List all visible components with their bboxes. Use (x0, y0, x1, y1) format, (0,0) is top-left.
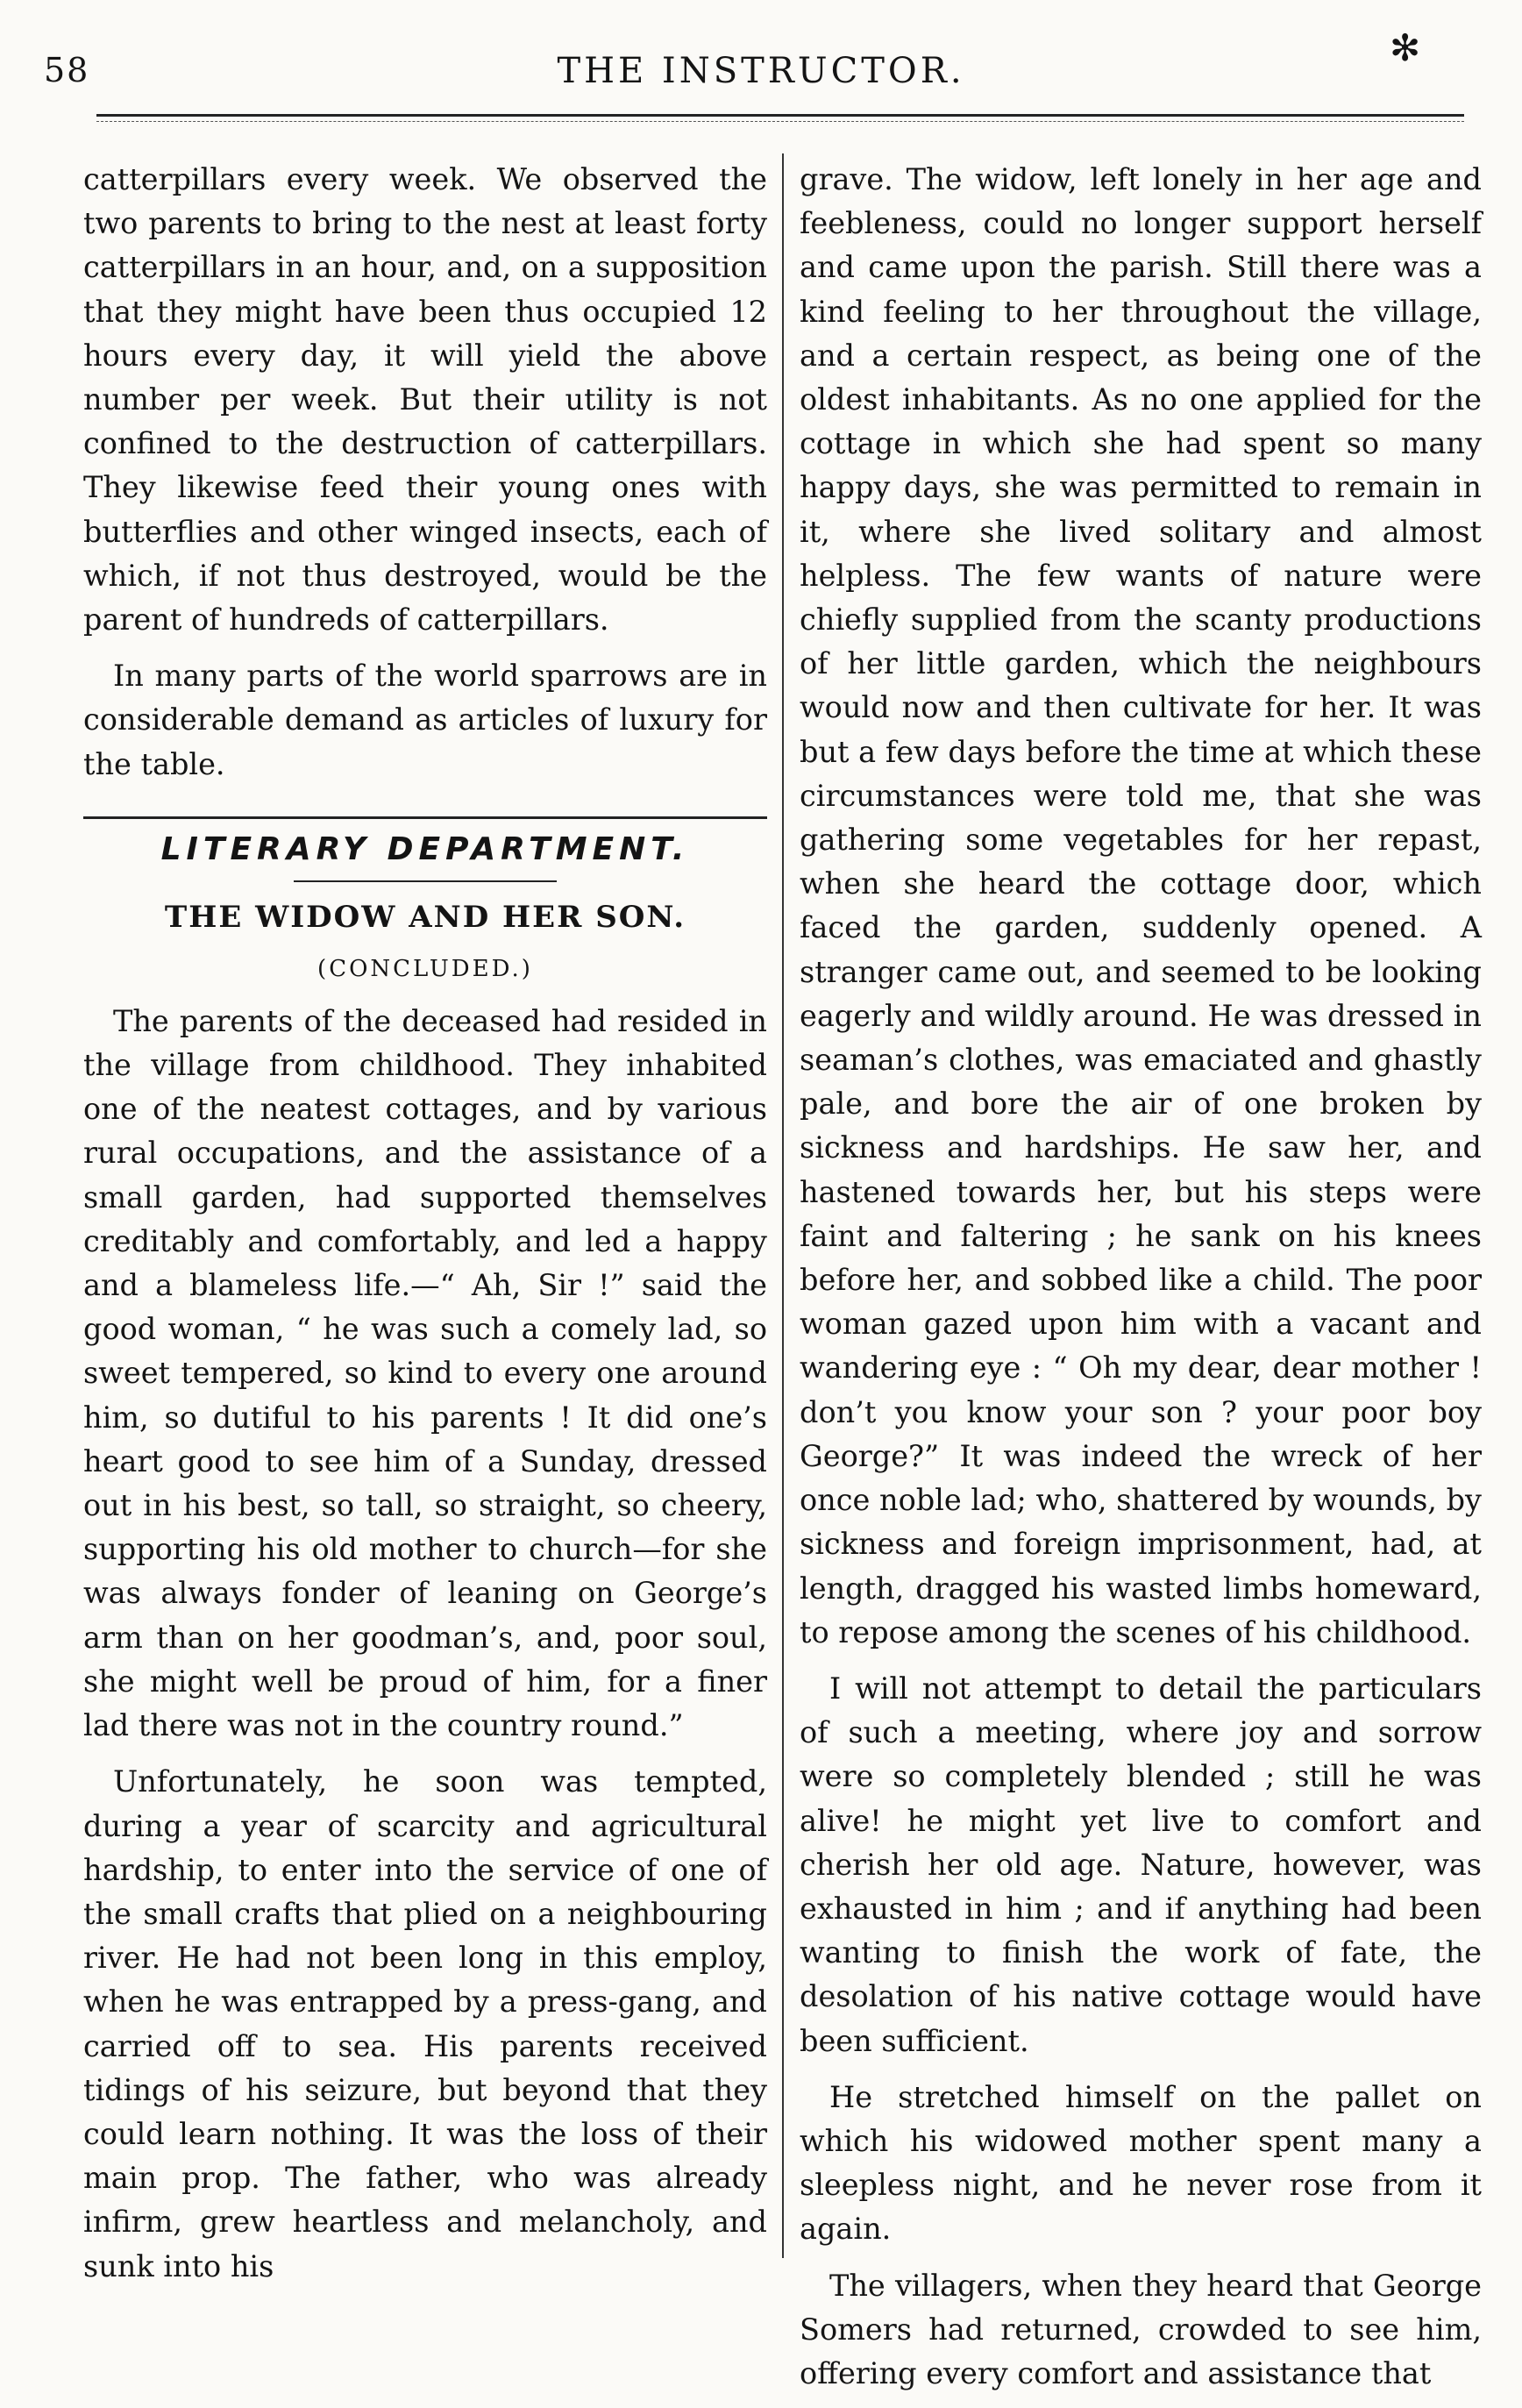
paragraph: He stretched himself on the pallet on which his widowed mother spent many a sleepless night, and he never rose from it again. (800, 2079, 1482, 2247)
story-subtitle: (CONCLUDED.) (317, 955, 533, 982)
paragraph: In many parts of the world sparrows are in considerable demand as articles of luxury for the table. (83, 659, 767, 781)
department-rule (294, 880, 557, 882)
paragraph: Unfortunately, he soon was tempted, during a year of scarcity and agricultural hardship, to enter into the service of one of the small crafts that plied on a neighbouring river. He had not been long in this employ, when he was entrapped by a press-gang, and carried off to sea. His parents received tidings of his seizure, but beyond that they could learn nothing. It was the loss of their main prop. The father, who was already infirm, grew heartless and melancholy, and sunk into his (83, 1764, 767, 2283)
header-rule-dashed (96, 121, 1464, 122)
header-rule (96, 114, 1464, 117)
running-title: THE INSTRUCTOR. (557, 51, 965, 91)
column-divider (782, 153, 784, 2258)
right-column (800, 158, 1482, 2408)
paragraph: The villagers, when they heard that George Somers had returned, crowded to see him, offering every comfort and assistance that (800, 2268, 1482, 2390)
paragraph: I will not attempt to detail the particulars of such a meeting, where joy and sorrow were so completely blended ; still he was alive! he might yet live to comfort and cherish her old age. Nature, however, was exhausted in him ; and if anything had been wanting to finish the work of fate, the desolation of his native cottage would have been sufficient. (800, 1671, 1482, 2058)
left-column (83, 158, 767, 2301)
paragraph: The parents of the deceased had resided in the village from childhood. They inhabited one of the neatest cottages, and by various rural occupations, and the assistance of a small garden, had supported themselves creditably and comfortably, and led a happy and a blameless life.—“ Ah, Sir !” said the good woman, “ he was such a comely lad, so sweet tempered, so kind to every one around him, so dutiful to his parents ! It did one’s heart good to see him of a Sunday, dressed out in his best, so tall, so straight, so cheery, supporting his old mother to church—for she was always fonder of leaning on George’s arm than on her goodman’s, and, poor soul, she might well be proud of him, for a finer lad there was not in the country round.” (83, 1003, 767, 1743)
section-rule (83, 816, 767, 819)
paragraph: catterpillars every week. We observed the two parents to bring to the nest at least forty catterpillars in an hour, and, on a supposition that they might have been thus occupied 12 hours every day, it will yield the above number per week. But their utility is not confined to the destruction of catterpillars. They likewise feed their young ones with butterflies and other winged insects, each of which, if not thus destroyed, would be the parent of hundreds of catterpillars. (83, 162, 767, 638)
department-heading: LITERARY DEPARTMENT. (160, 830, 690, 867)
ornament-mark: ✻ (1390, 26, 1421, 69)
page-number: 58 (44, 51, 90, 89)
story-title: THE WIDOW AND HER SON. (164, 899, 686, 935)
paragraph: grave. The widow, left lonely in her age and feebleness, could no longer support herself and came upon the parish. Still there was a kind feeling to her throughout the village, and a certain respect, as being one of the oldest inhabitants. As no one applied for the cottage in which she had spent so many happy days, she was permitted to remain in it, where she lived solitary and almost helpless. The few wants of nature were chiefly supplied from the scanty productions of her little garden, which the neighbours would now and then cultivate for her. It was but a few days before the time at which these circumstances were told me, that she was gathering some vegetables for her repast, when she heard the cottage door, which faced the garden, suddenly opened. A stranger came out, and seemed to be looking eagerly and wildly around. He was dressed in seaman’s clothes, was emaciated and ghastly pale, and bore the air of one broken by sickness and hardships. He saw her, and hastened towards her, but his steps were faint and faltering ; he sank on his knees before her, and sobbed like a child. The poor woman gazed upon him with a vacant and wandering eye : “ Oh my dear, dear mother ! don’t you know your son ? your poor boy George?” It was indeed the wreck of her once noble lad; who, shattered by wounds, by sickness and foreign imprisonment, had, at length, dragged his wasted limbs homeward, to repose among the scenes of his childhood. (800, 162, 1482, 1649)
